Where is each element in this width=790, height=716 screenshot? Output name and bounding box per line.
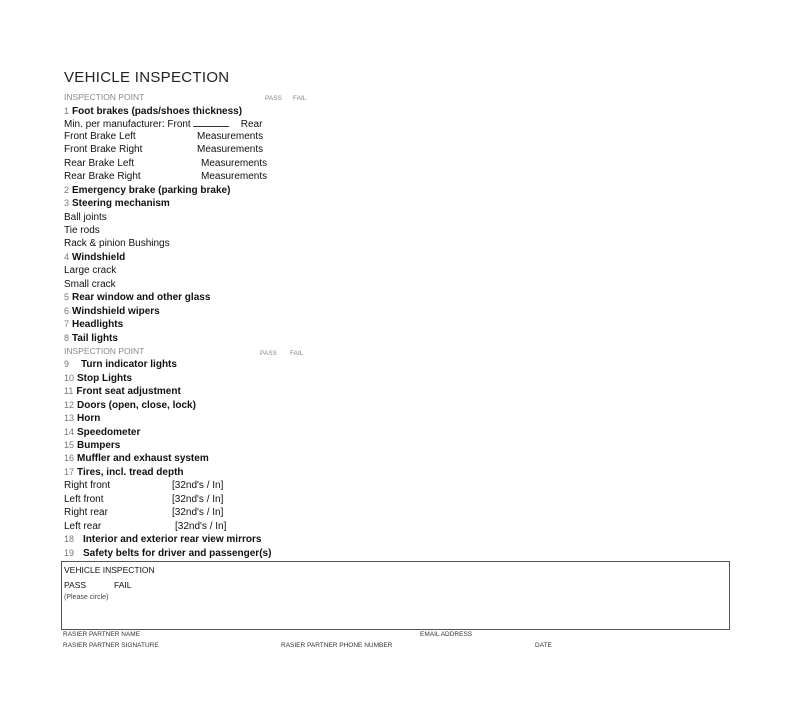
rear-label: Rear (240, 118, 263, 130)
item-number: 10 (64, 372, 75, 383)
please-circle-note: (Please circle) (64, 594, 109, 601)
item-number: 7 (64, 319, 70, 330)
row-label: Right rear (64, 507, 108, 519)
fail-header: FAIL (290, 349, 304, 357)
item-number: 2 (64, 184, 70, 195)
front-blank-field[interactable] (193, 117, 229, 127)
item-13 (64, 412, 464, 425)
item-2 (64, 184, 464, 197)
right-front-row (64, 479, 464, 492)
item-4 (64, 251, 464, 264)
result-box (61, 561, 730, 630)
result-title: VEHICLE INSPECTION (64, 565, 155, 575)
left-rear-row (64, 520, 464, 533)
row-label: Rear Brake Left (64, 157, 135, 169)
item-number: 1 (64, 106, 70, 116)
item-label: Windshield wipers (72, 305, 160, 317)
item-number: 13 (64, 413, 75, 424)
date-label: DATE (535, 642, 552, 649)
item-label: Muffler and exhaust system (77, 453, 209, 465)
item-label: Emergency brake (parking brake) (72, 184, 231, 196)
item-number: 17 (64, 466, 75, 477)
item-label: Bumpers (77, 440, 121, 451)
unit-label: [32nd's / In] (175, 520, 227, 532)
row-label: Left front (64, 493, 104, 505)
item-label: Windshield (72, 251, 126, 263)
measurements-label: Measurements (197, 130, 264, 142)
small-crack: Small crack (64, 278, 116, 290)
item-number: 16 (64, 453, 75, 464)
inspection-point-header-2 (64, 345, 464, 358)
front-brake-right-row (64, 143, 464, 156)
unit-label: [32nd's / In] (172, 493, 224, 505)
item-label: Safety belts for driver and passenger(s) (83, 547, 272, 559)
item-15 (64, 439, 464, 452)
item-number: 19 (64, 547, 75, 558)
measurements-label: Measurements (201, 157, 268, 169)
row-label: Rear Brake Right (64, 171, 141, 183)
item-label: Rear window and other glass (72, 292, 211, 304)
item-number: 4 (64, 251, 70, 262)
row-label: Front Brake Right (64, 144, 143, 156)
item-number: 14 (64, 426, 75, 437)
item-number: 18 (64, 534, 75, 545)
item-label: Steering mechanism (72, 198, 170, 210)
item-12 (64, 399, 464, 412)
item-7 (64, 318, 464, 331)
partner-signature-label: RASIER PARTNER SIGNATURE (63, 642, 159, 649)
item-9 (64, 358, 464, 371)
item-14 (64, 426, 464, 439)
item-label: Headlights (72, 319, 124, 331)
item-label: Tail lights (72, 332, 118, 344)
item-label: Turn indicator lights (81, 359, 177, 371)
item-label: Front seat adjustment (76, 386, 181, 398)
item-17 (64, 466, 464, 479)
inspection-point-header: INSPECTION POINT (64, 92, 145, 102)
item-number: 5 (64, 292, 70, 303)
pass-header: PASS (260, 349, 277, 357)
item-number: 3 (64, 198, 70, 209)
item-label: Doors (open, close, lock) (77, 399, 196, 411)
partner-name-label: RASIER PARTNER NAME (63, 631, 141, 638)
left-front-row (64, 493, 464, 506)
rear-brake-right-row (64, 170, 464, 183)
row-label: Front Brake Left (64, 130, 136, 142)
item-number: 6 (64, 305, 70, 316)
header-label: INSPECTION POINT (64, 345, 145, 356)
unit-label: [32nd's / In] (172, 507, 224, 519)
rear-brake-left-row (64, 157, 464, 170)
min-label: Min. per manufacturer: Front (64, 118, 191, 130)
right-rear-row (64, 506, 464, 519)
pass-header: PASS (265, 95, 282, 102)
item-number: 8 (64, 332, 70, 343)
partner-phone-label: RASIER PARTNER PHONE NUMBER (281, 642, 393, 649)
pass-option[interactable]: PASS (64, 580, 87, 590)
tie-rods: Tie rods (64, 225, 100, 236)
item-5 (64, 291, 464, 304)
item-number: 12 (64, 399, 75, 410)
row-label: Right front (64, 480, 111, 492)
item-label: Tires, incl. tread depth (77, 466, 184, 478)
item-3 (64, 197, 464, 210)
item-label: Horn (77, 413, 101, 425)
item-16 (64, 452, 464, 465)
rack-pinion: Rack & pinion Bushings (64, 238, 170, 250)
email-address-label: EMAIL ADDRESS (420, 631, 473, 638)
item-label: Speedometer (77, 426, 141, 438)
row-label: Left rear (64, 520, 102, 532)
page-title: VEHICLE INSPECTION (64, 69, 230, 86)
item-10 (64, 372, 464, 385)
inspection-list (64, 105, 464, 560)
front-brake-left-row (64, 130, 464, 143)
item-11 (64, 385, 464, 398)
item-18 (64, 533, 464, 546)
ball-joints: Ball joints (64, 211, 107, 223)
unit-label: [32nd's / In] (172, 480, 224, 492)
measurements-label: Measurements (197, 144, 264, 156)
fail-header: FAIL (293, 95, 307, 102)
fail-option[interactable]: FAIL (114, 580, 132, 590)
item-label: Foot brakes (pads/shoes thickness) (72, 106, 243, 117)
item-number: 11 (64, 386, 74, 397)
item-number: 9 (64, 359, 70, 370)
measurements-label: Measurements (201, 171, 268, 183)
item-1 (64, 105, 464, 117)
large-crack: Large crack (64, 265, 117, 277)
item-6 (64, 305, 464, 318)
item-label: Interior and exterior rear view mirrors (83, 534, 262, 546)
min-row (64, 117, 464, 130)
item-label: Stop Lights (77, 372, 133, 384)
item-19 (64, 547, 464, 560)
item-number: 15 (64, 440, 75, 450)
item-8 (64, 332, 464, 345)
